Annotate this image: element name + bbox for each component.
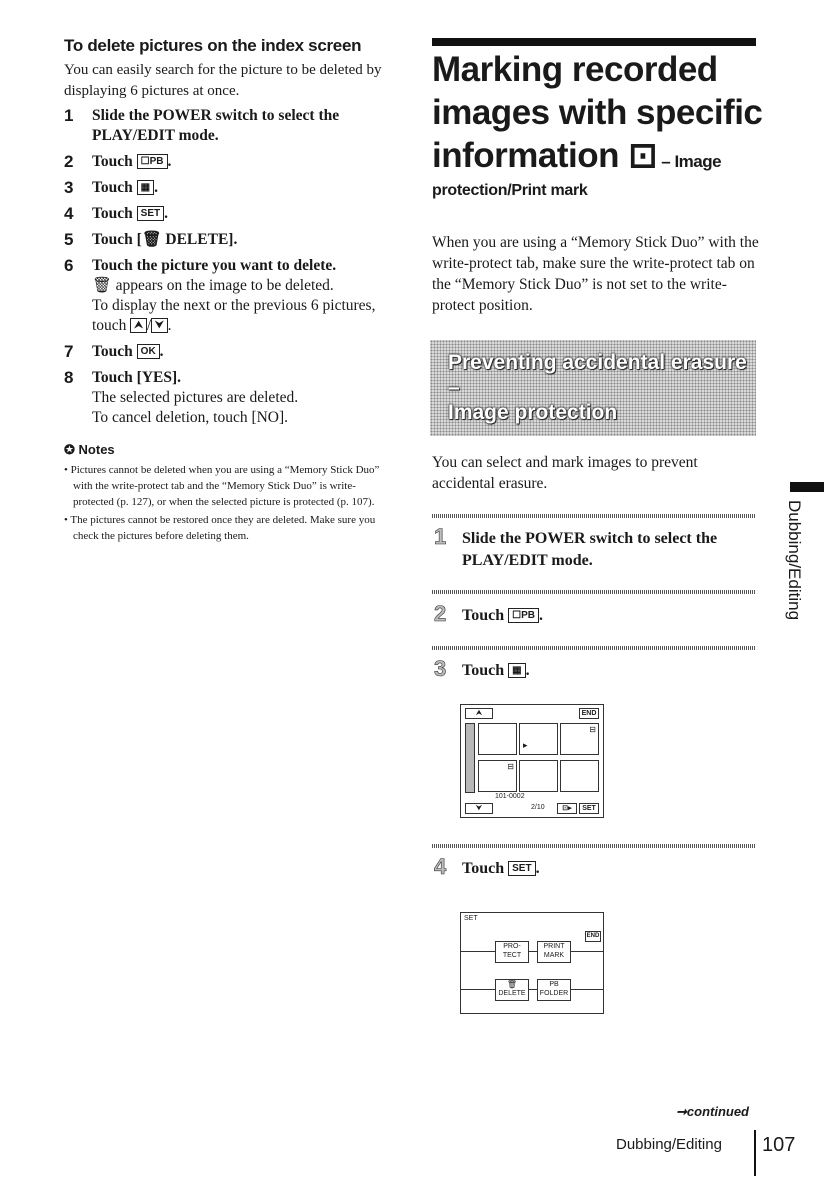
trash-icon: 🗑 xyxy=(141,231,162,248)
step-6 xyxy=(64,256,384,336)
banner-line: Preventing accidental erasure – xyxy=(448,351,747,399)
step-number: 2 xyxy=(64,152,74,171)
print-mark-key: PRINT MARK xyxy=(537,941,571,963)
step-desc: The selected pictures are deleted. xyxy=(92,389,299,406)
step-1 xyxy=(64,106,384,146)
protect-key: PRO- TECT xyxy=(495,941,529,963)
note-item: • The pictures cannot be restored once they are deleted. Make sure you check the pictures before deleting them. xyxy=(64,514,376,542)
index-key-icon: ▦ xyxy=(508,663,525,678)
step-divider xyxy=(432,514,756,518)
scroll-down-key-icon: ⮟ xyxy=(465,803,493,814)
step-text-wrap xyxy=(462,605,762,627)
set-key-icon: SET xyxy=(137,206,164,221)
delete-label: DELETE xyxy=(498,990,526,997)
scroll-down-key-icon: ⮟ xyxy=(151,318,168,333)
step-desc: To cancel deletion, touch [NO]. xyxy=(92,409,289,426)
step-desc-text: appears on the image to be deleted. xyxy=(111,277,334,294)
step-text-end: . xyxy=(538,607,543,624)
notes-title: Notes xyxy=(78,442,115,457)
step-5 xyxy=(64,230,384,250)
note-item: • Pictures cannot be deleted when you are using a “Memory Stick Duo” with the write-protect tab and the “Memory Stick Duo” is write-protected (p. 127), or when the selected picture is protected (p. 107). xyxy=(64,464,380,508)
banner-line: Image protection xyxy=(448,401,618,424)
set-menu-illustration xyxy=(460,912,604,1014)
step-number: 1 xyxy=(434,524,447,549)
set-key-icon: SET xyxy=(579,803,599,814)
scroll-up-key-icon: ⮝ xyxy=(130,318,147,333)
step-text-end: . xyxy=(535,860,540,877)
step-text-end: . xyxy=(164,205,168,222)
title-line: images with specific xyxy=(432,93,763,132)
banner-title xyxy=(448,350,756,425)
menu-line xyxy=(461,989,603,990)
scrollbar xyxy=(465,723,475,793)
step-text: Touch xyxy=(92,153,137,170)
right-intro: When you are using a “Memory Stick Duo” with the write-protect tab, make sure the write-protect tab on the “Memory Stick Duo” is not set to the write-protect position. xyxy=(432,234,759,314)
step-number: 7 xyxy=(64,342,74,361)
section-title: To delete pictures on the index screen xyxy=(64,36,362,55)
pb-folder-key: PB FOLDER xyxy=(537,979,571,1001)
continued-label: ➞continued xyxy=(676,1104,749,1119)
step-text: Touch xyxy=(462,607,509,624)
delete-key xyxy=(495,979,529,1001)
step-number: 3 xyxy=(434,656,447,681)
end-key: END xyxy=(579,708,599,719)
step-desc xyxy=(92,296,384,336)
step-text-end: . xyxy=(159,343,164,360)
protect-mark-icon: ⊟ xyxy=(507,762,514,771)
step-text-end: . xyxy=(525,662,530,679)
step-text: Touch xyxy=(92,343,137,360)
step-text: Touch xyxy=(92,179,137,196)
step-text-wrap xyxy=(462,858,762,880)
step-8 xyxy=(64,368,384,428)
step-text: Touch the picture you want to delete. xyxy=(92,257,337,274)
title-line: Marking recorded xyxy=(432,50,718,89)
page-title xyxy=(432,48,772,183)
step-text: Slide the POWER switch to select the PLAY/EDIT mode. xyxy=(92,107,340,144)
step-7 xyxy=(64,342,384,362)
thumbnail xyxy=(478,723,517,755)
right-step-4 xyxy=(432,854,762,880)
step-number: 1 xyxy=(64,106,74,125)
step-desc-text: To display the next or the previous 6 pictures, touch xyxy=(92,297,376,334)
step-desc xyxy=(92,276,384,296)
section-tab-marker xyxy=(790,482,824,492)
ok-key-icon: OK xyxy=(137,344,160,359)
step-number: 5 xyxy=(64,230,74,249)
left-column xyxy=(64,36,384,546)
separator: / xyxy=(146,317,152,334)
step-text-end: DELETE]. xyxy=(161,231,238,248)
pb-key-icon: ☐PB xyxy=(508,608,539,623)
protect-mark-icon: ⊟ xyxy=(589,725,596,734)
step-4 xyxy=(64,204,384,224)
step-divider xyxy=(432,844,756,848)
folder-number: 101-0002 xyxy=(495,793,525,800)
step-text: Touch xyxy=(92,205,137,222)
step-text: Touch [ xyxy=(92,231,142,248)
step-divider xyxy=(432,590,756,594)
step-number: 6 xyxy=(64,256,74,275)
step-text: Touch xyxy=(462,662,509,679)
step-number: 4 xyxy=(64,204,74,223)
pb-key-icon: ⊡▸ xyxy=(557,803,577,814)
step-text-wrap xyxy=(462,660,762,682)
notes-icon: ✪ xyxy=(64,442,75,457)
step-divider xyxy=(432,646,756,650)
notes-heading xyxy=(64,442,384,458)
pb-key-icon: ☐PB xyxy=(137,154,168,169)
trash-icon: 🗑 xyxy=(92,277,112,294)
title-text: information xyxy=(432,136,619,175)
set-label: SET xyxy=(464,915,478,922)
step-text-end: . xyxy=(167,153,172,170)
title-rule xyxy=(432,38,756,46)
right-step-3 xyxy=(432,656,762,682)
step-number: 8 xyxy=(64,368,74,387)
step-3 xyxy=(64,178,384,198)
title-line xyxy=(432,134,772,183)
thumbnail xyxy=(560,760,599,792)
banner-intro: You can select and mark images to prevent accidental erasure. xyxy=(432,454,698,492)
step-number: 3 xyxy=(64,178,74,197)
thumbnail-selected xyxy=(519,723,558,755)
page-subtitle: protection/Print mark xyxy=(432,182,588,199)
step-text: Slide the POWER switch to select the PLAY/EDIT mode. xyxy=(462,530,718,569)
menu-line xyxy=(461,951,603,952)
end-key: END xyxy=(585,931,601,942)
section-banner xyxy=(430,340,756,436)
thumbnail xyxy=(519,760,558,792)
step-text: Touch [YES]. xyxy=(92,369,182,386)
step-2 xyxy=(64,152,384,172)
page-number: 107 xyxy=(762,1134,796,1156)
scroll-up-key-icon: ⮝ xyxy=(465,708,493,719)
thumbnail xyxy=(560,723,599,755)
memory-stick-play-icon: ⊡ xyxy=(628,136,658,175)
right-step-2 xyxy=(432,601,762,627)
set-key-icon: SET xyxy=(508,861,535,876)
thumbnail xyxy=(478,760,517,792)
footer-section: Dubbing/Editing xyxy=(616,1136,722,1153)
side-section-label: Dubbing/Editing xyxy=(785,500,804,621)
index-key-icon: ▦ xyxy=(137,180,154,195)
right-step-1 xyxy=(432,524,762,572)
step-text: Touch xyxy=(462,860,509,877)
index-screen-illustration xyxy=(460,704,604,818)
step-number: 4 xyxy=(434,854,447,879)
step-desc-end: . xyxy=(167,317,172,334)
step-number: 2 xyxy=(434,601,447,626)
play-cursor-icon: ▸ xyxy=(523,740,528,750)
image-count: 2/10 xyxy=(531,804,545,811)
step-text-end: . xyxy=(154,179,158,196)
title-suffix: – Image xyxy=(657,152,722,171)
footer-divider xyxy=(754,1130,756,1176)
trash-icon: 🗑 xyxy=(506,980,518,989)
section-intro: You can easily search for the picture to be deleted by displaying 6 pictures at once. xyxy=(64,62,382,99)
